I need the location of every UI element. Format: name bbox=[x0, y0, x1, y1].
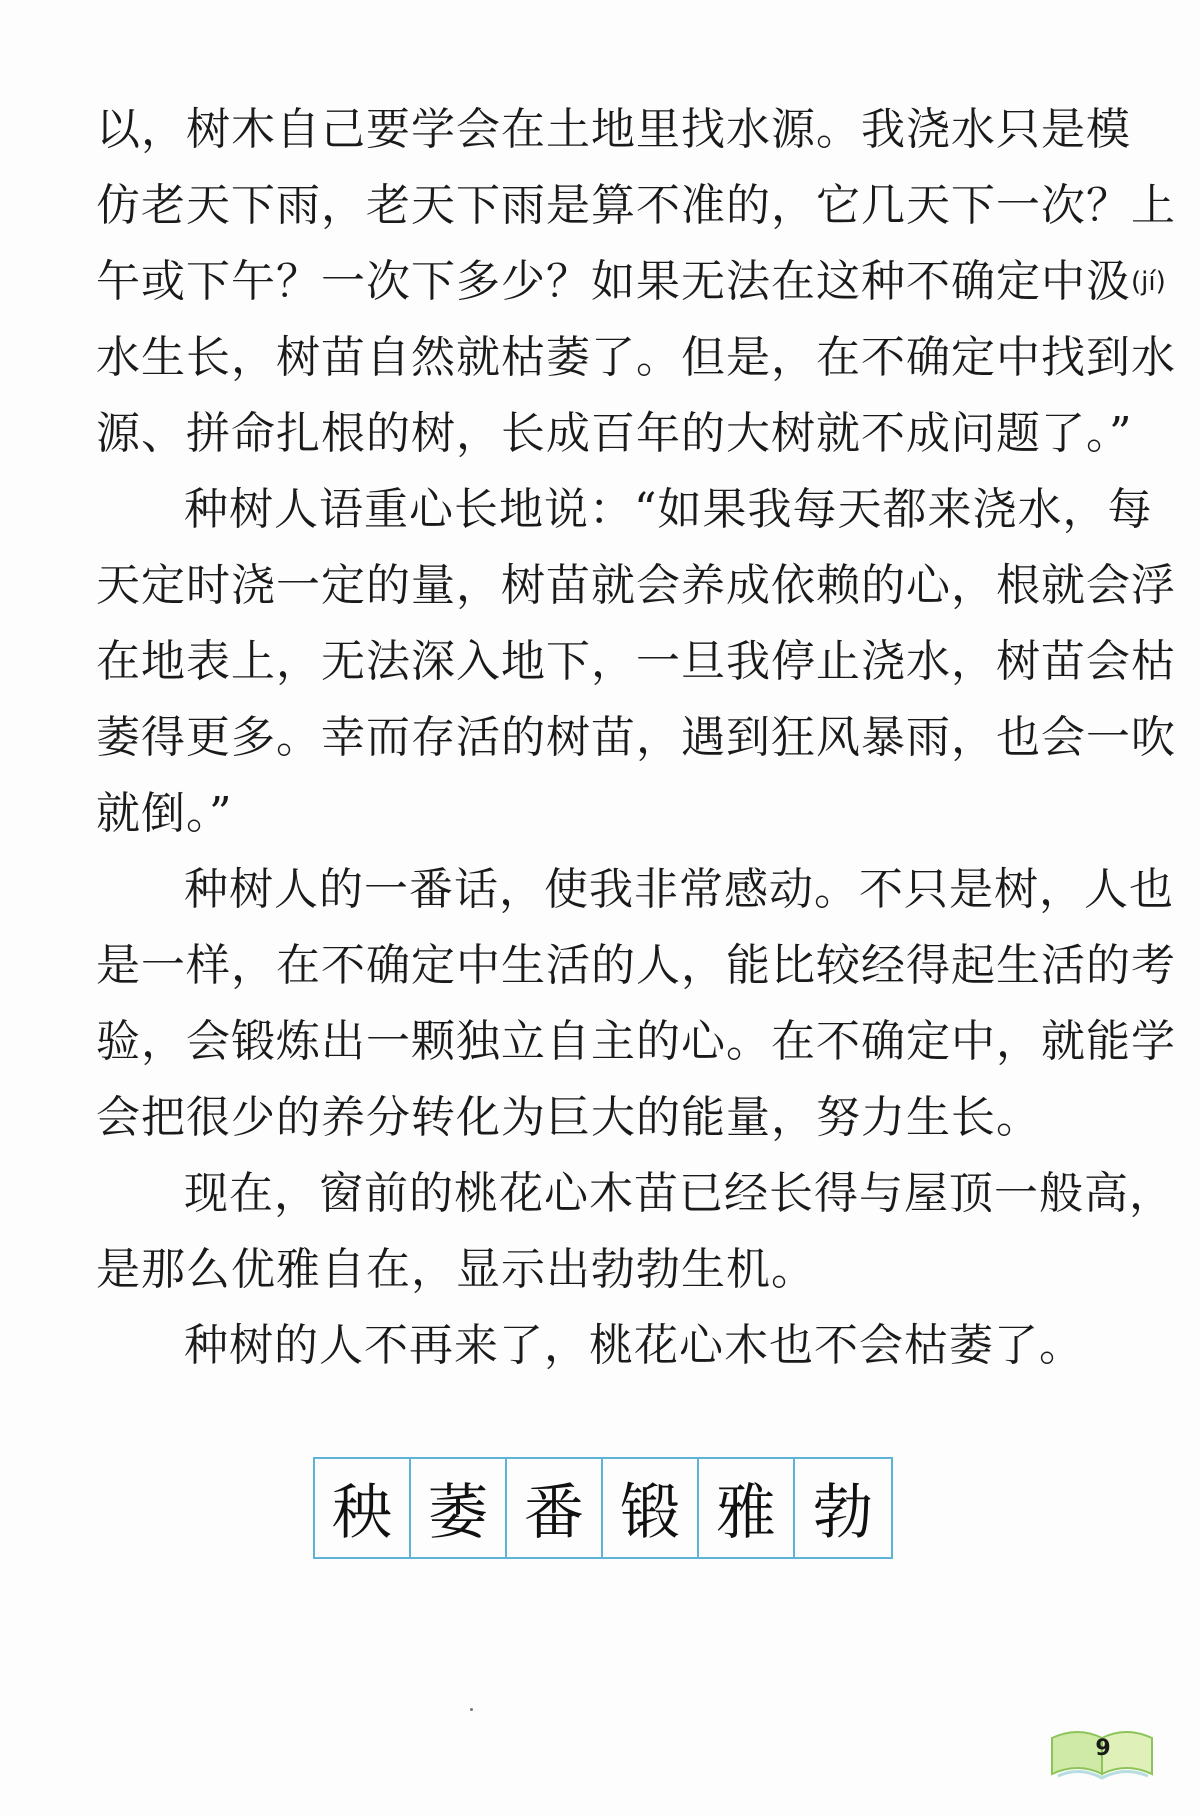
text-line: 会把很少的养分转化为巨大的能量，努力生长。 bbox=[96, 1092, 1041, 1143]
text-line: 是一样，在不确定中生活的人，能比较经得起生活的考 bbox=[96, 940, 1176, 991]
text-line: 以，树木自己要学会在土地里找水源。我浇水只是模 bbox=[96, 104, 1131, 155]
text-line: 水生长，树苗自然就枯萎了。但是，在不确定中找到水 bbox=[96, 332, 1176, 383]
character-cell: 萎 bbox=[411, 1459, 507, 1557]
text-line: 源、拼命扎根的树，长成百年的大树就不成问题了。” bbox=[96, 408, 1133, 459]
text-line: 验，会锻炼出一颗独立自主的心。在不确定中，就能学 bbox=[96, 1016, 1176, 1067]
text-line bbox=[96, 244, 1166, 320]
text-line: 仿老天下雨，老天下雨是算不准的，它几天下一次？上 bbox=[96, 180, 1176, 231]
character-cell: 锻 bbox=[603, 1459, 699, 1557]
character-cell: 秧 bbox=[315, 1459, 411, 1557]
text-line: 就倒。” bbox=[96, 788, 233, 839]
paragraph-start-line: 种树人语重心长地说：“如果我每天都来浇水，每 bbox=[184, 484, 1153, 535]
text-line: 萎得更多。幸而存活的树苗，遇到狂风暴雨，也会一吹 bbox=[96, 712, 1176, 763]
text-line: 在地表上，无法深入地下，一旦我停止浇水，树苗会枯 bbox=[96, 636, 1176, 687]
character-cell: 番 bbox=[507, 1459, 603, 1557]
paragraph-start-line: 种树人的一番话，使我非常感动。不只是树，人也 bbox=[184, 864, 1174, 915]
paragraph-start-line: 种树的人不再来了，桃花心木也不会枯萎了。 bbox=[184, 1320, 1084, 1371]
page-number: 9 bbox=[1095, 1736, 1111, 1761]
passage-text bbox=[96, 92, 1176, 1384]
text-line: 天定时浇一定的量，树苗就会养成依赖的心，根就会浮 bbox=[96, 560, 1176, 611]
text-line: 是那么优雅自在，显示出勃勃生机。 bbox=[96, 1244, 816, 1295]
text-line-body: 午或下午？一次下多少？如果无法在这种不确定中汲 bbox=[96, 256, 1131, 307]
character-cell: 勃 bbox=[813, 1478, 873, 1548]
pinyin-annotation: (jí) bbox=[1131, 267, 1166, 297]
page-number-badge bbox=[1048, 1722, 1156, 1780]
print-speck bbox=[470, 1708, 473, 1711]
character-cell: 雅 bbox=[699, 1459, 795, 1557]
new-character-grid bbox=[313, 1457, 893, 1559]
paragraph-start-line: 现在，窗前的桃花心木苗已经长得与屋顶一般高， bbox=[184, 1168, 1174, 1219]
